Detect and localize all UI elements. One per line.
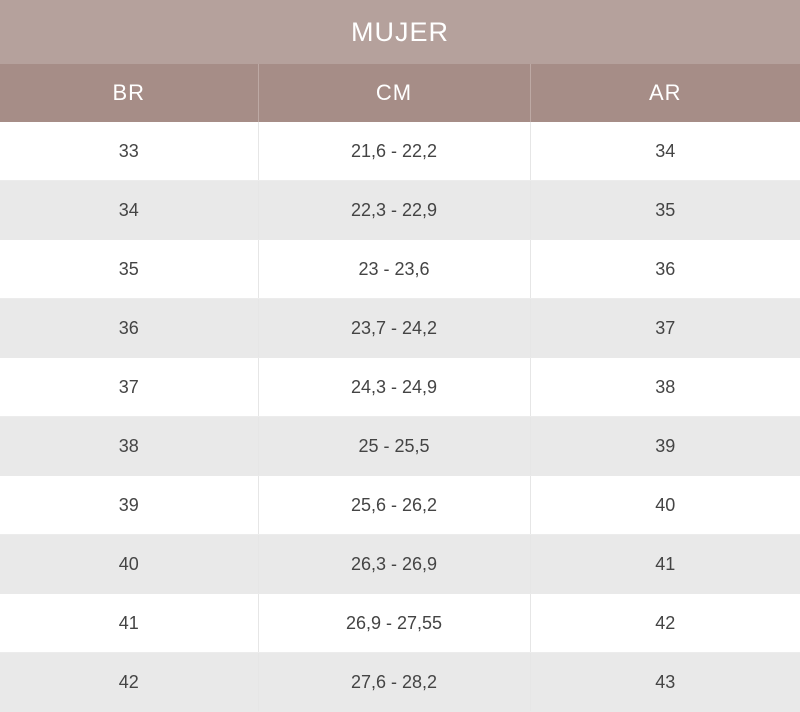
- column-header-cm: CM: [258, 64, 530, 122]
- cell-ar: 35: [530, 181, 800, 240]
- cell-cm: 21,6 - 22,2: [258, 122, 530, 181]
- cell-br: 36: [0, 299, 258, 358]
- table-row: [0, 181, 800, 240]
- cell-ar: 40: [530, 476, 800, 535]
- cell-cm: 25,6 - 26,2: [258, 476, 530, 535]
- cell-br: 39: [0, 476, 258, 535]
- cell-ar: 39: [530, 417, 800, 476]
- cell-cm: 24,3 - 24,9: [258, 358, 530, 417]
- table-row: [0, 358, 800, 417]
- cell-cm: 26,9 - 27,55: [258, 594, 530, 653]
- table-row: [0, 417, 800, 476]
- cell-cm: 25 - 25,5: [258, 417, 530, 476]
- table-row: [0, 299, 800, 358]
- column-header-ar: AR: [530, 64, 800, 122]
- cell-ar: 42: [530, 594, 800, 653]
- cell-br: 41: [0, 594, 258, 653]
- table-row: [0, 535, 800, 594]
- table-row: [0, 240, 800, 299]
- cell-ar: 36: [530, 240, 800, 299]
- cell-br: 33: [0, 122, 258, 181]
- table-row: [0, 476, 800, 535]
- cell-ar: 37: [530, 299, 800, 358]
- column-header-br: BR: [0, 64, 258, 122]
- cell-br: 40: [0, 535, 258, 594]
- cell-cm: 23 - 23,6: [258, 240, 530, 299]
- cell-br: 34: [0, 181, 258, 240]
- table-header-row: [0, 64, 800, 122]
- table-title-row: [0, 0, 800, 64]
- table-row: [0, 122, 800, 181]
- cell-cm: 22,3 - 22,9: [258, 181, 530, 240]
- cell-br: 37: [0, 358, 258, 417]
- cell-ar: 34: [530, 122, 800, 181]
- cell-br: 35: [0, 240, 258, 299]
- table-row: [0, 594, 800, 653]
- cell-ar: 41: [530, 535, 800, 594]
- cell-cm: 23,7 - 24,2: [258, 299, 530, 358]
- table-row: [0, 653, 800, 712]
- cell-ar: 43: [530, 653, 800, 712]
- cell-cm: 27,6 - 28,2: [258, 653, 530, 712]
- cell-cm: 26,3 - 26,9: [258, 535, 530, 594]
- cell-br: 42: [0, 653, 258, 712]
- cell-br: 38: [0, 417, 258, 476]
- cell-ar: 38: [530, 358, 800, 417]
- table-title: MUJER: [0, 0, 800, 64]
